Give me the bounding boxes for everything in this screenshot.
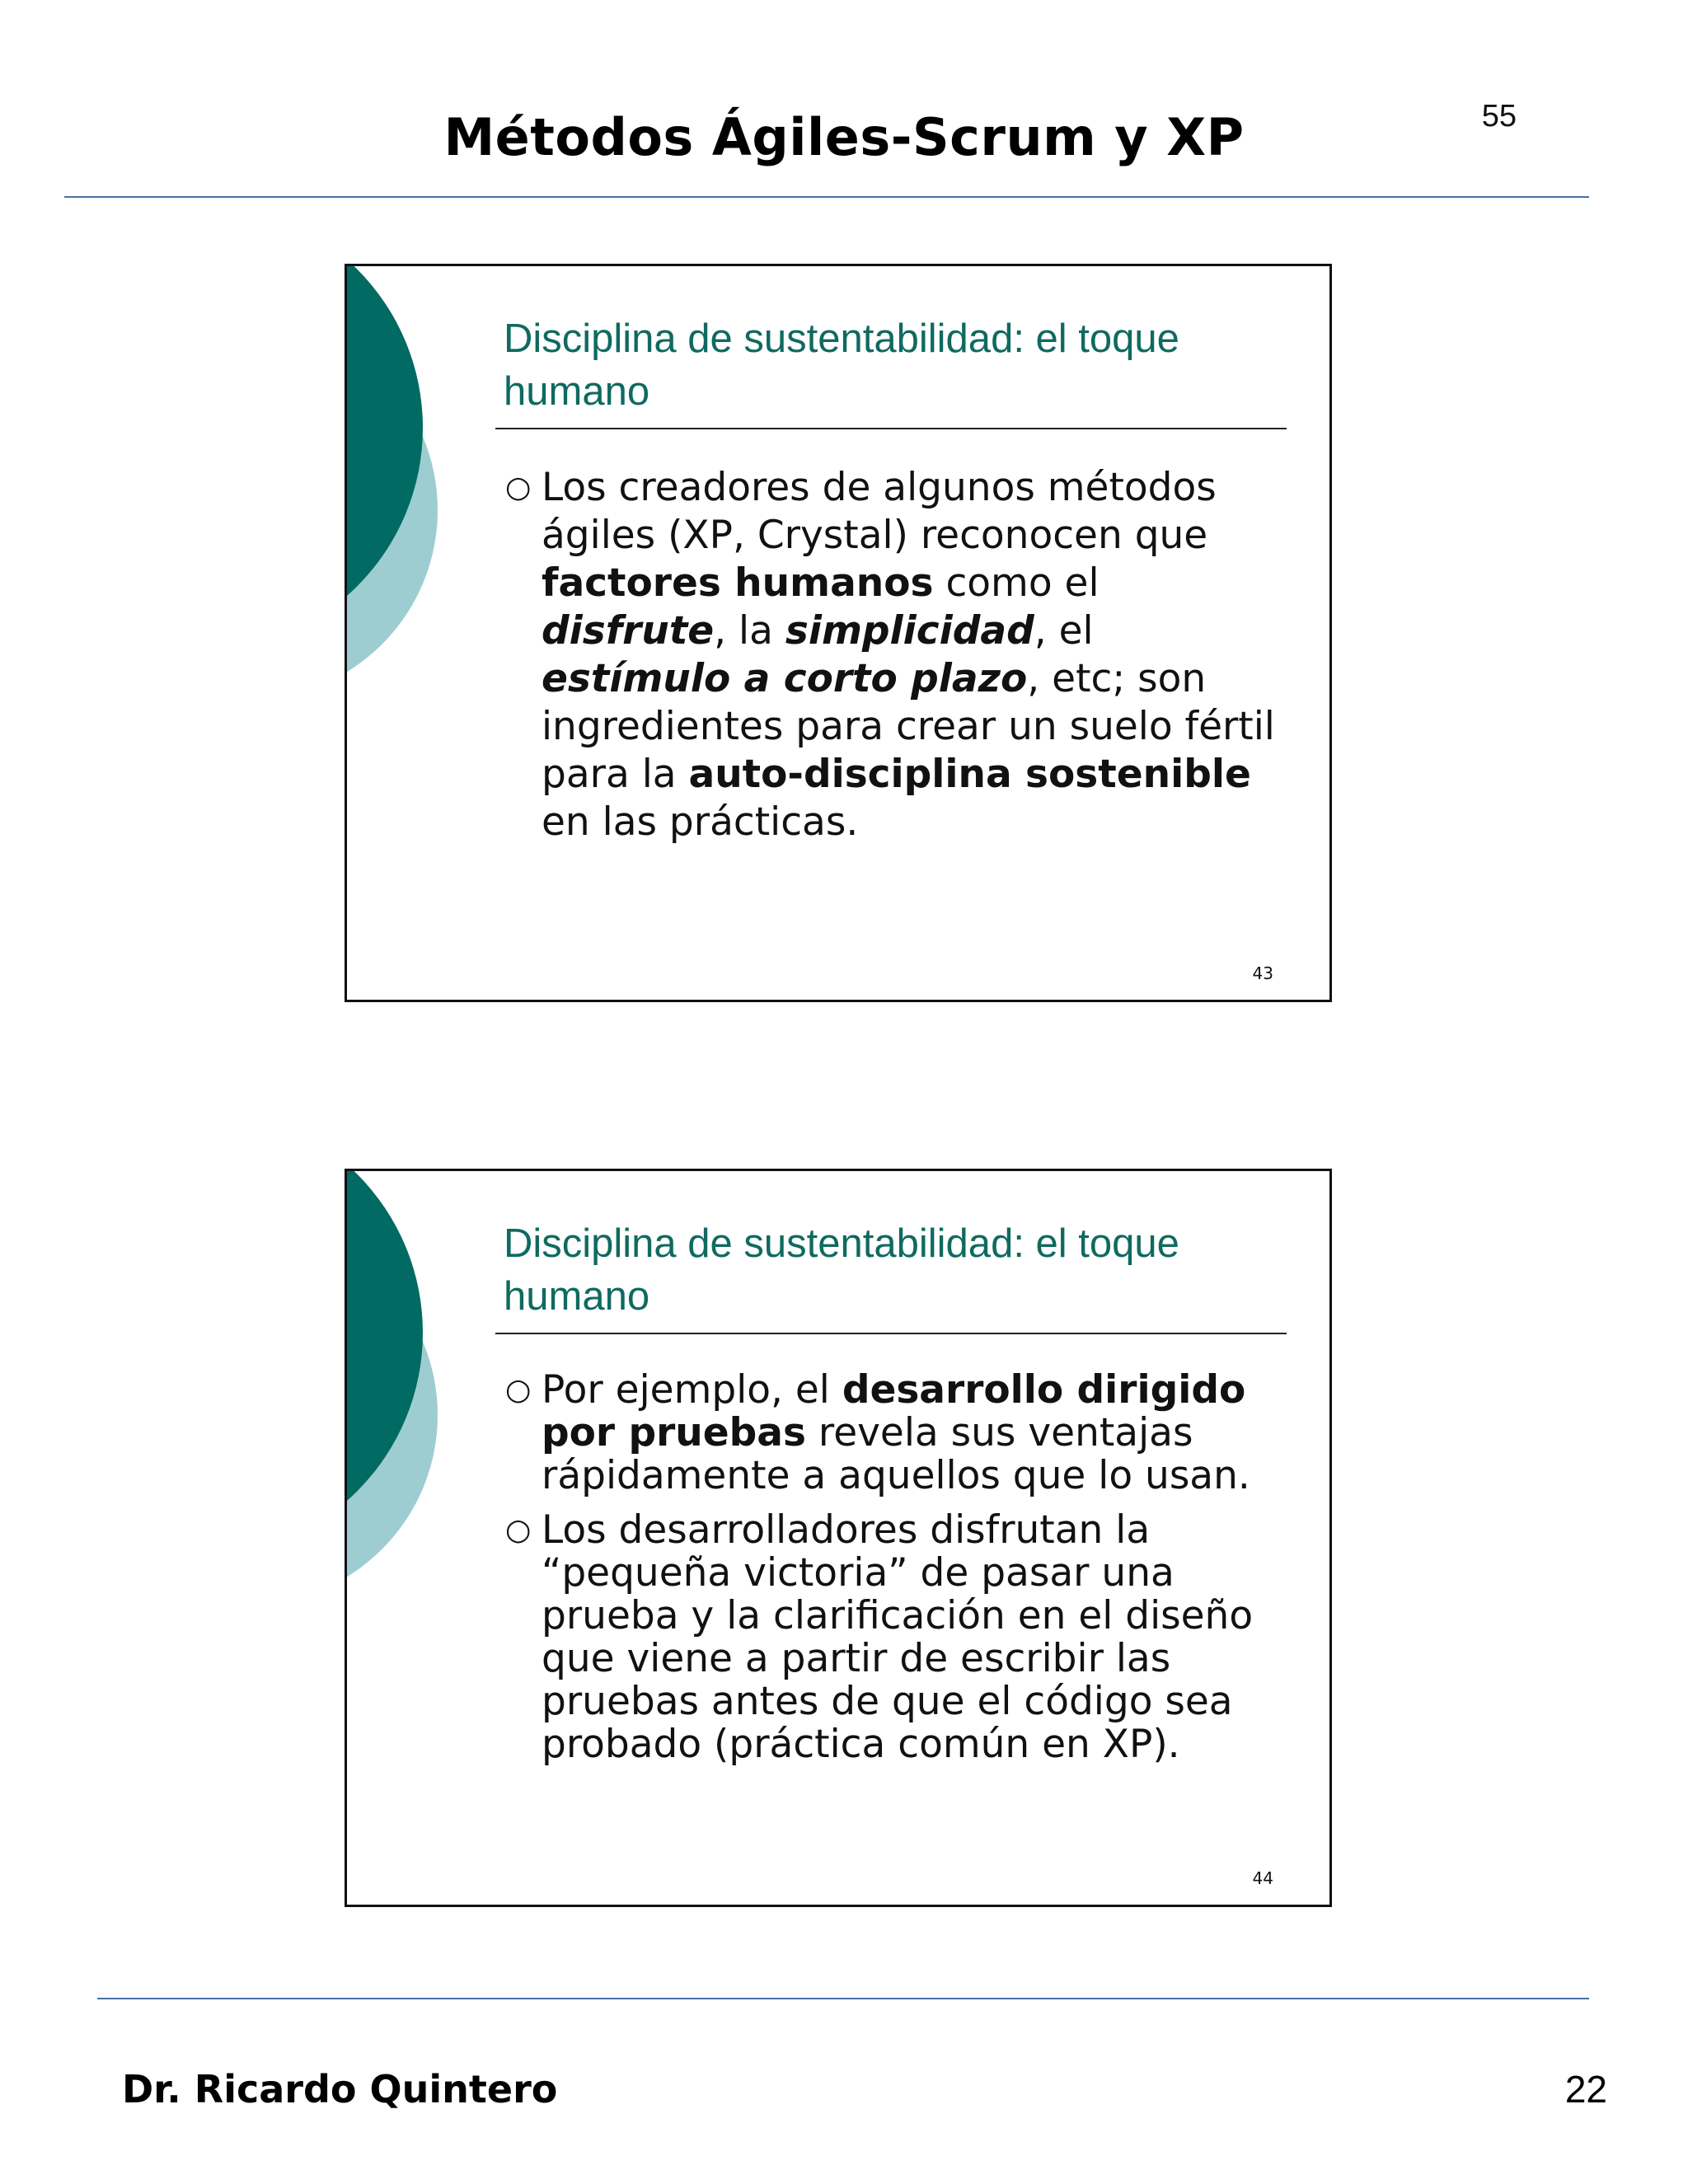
slide-title-divider — [495, 1333, 1287, 1334]
slide-43 — [345, 264, 1332, 1002]
footer-author: Dr. Ricardo Quintero — [122, 2067, 558, 2111]
footer-divider — [97, 1998, 1589, 1999]
bullet-text: Los desarrolladores disfrutan la “pequeña victoria” de pasar una prueba y la clarificación en el diseño que viene a partir de escribir las pruebas antes de que el código sea probado (práctica común en XP). — [542, 1507, 1254, 1767]
bullet-item — [504, 464, 1287, 846]
decorative-circles — [347, 266, 446, 678]
slide-title-line2: humano — [504, 1274, 650, 1319]
header-divider — [64, 196, 1589, 198]
page-title: Métodos Ágiles-Scrum y XP — [443, 107, 1245, 167]
bullet-circle-icon: ○ — [505, 1373, 532, 1407]
bullet-circle-icon: ○ — [505, 471, 532, 504]
slide-title — [504, 312, 1295, 418]
bullet-list — [504, 1369, 1287, 1778]
slide-title-line1: Disciplina de sustentabilidad: el toque — [504, 316, 1179, 361]
bullet-item — [504, 1509, 1287, 1766]
slide-44 — [345, 1169, 1332, 1907]
footer-page-number: 22 — [1564, 2068, 1607, 2111]
slide-title-line1: Disciplina de sustentabilidad: el toque — [504, 1221, 1179, 1266]
bullet-circle-icon: ○ — [505, 1513, 532, 1547]
slide-title-divider — [495, 428, 1287, 429]
slide-title-line2: humano — [504, 369, 650, 414]
bullet-list — [504, 464, 1287, 846]
bullet-text: Por ejemplo, el desarrollo dirigido por pruebas revela sus ventajas rápidamente a aquellos que lo usan. — [542, 1367, 1250, 1498]
bullet-item — [504, 1369, 1287, 1497]
page-number: 55 — [1481, 99, 1517, 134]
decorative-circles — [347, 1171, 446, 1583]
bullet-text: Los creadores de algunos métodos ágiles (XP, Crystal) reconocen que factores humanos como el disfrute, la simplicidad, el estímulo a corto plazo, etc; son ingredientes para crear un suelo fértil para la auto-disciplina sostenible en las prácticas. — [542, 465, 1275, 845]
slide-number: 44 — [1252, 1868, 1273, 1888]
slide-title — [504, 1217, 1295, 1323]
slide-number: 43 — [1252, 963, 1273, 983]
